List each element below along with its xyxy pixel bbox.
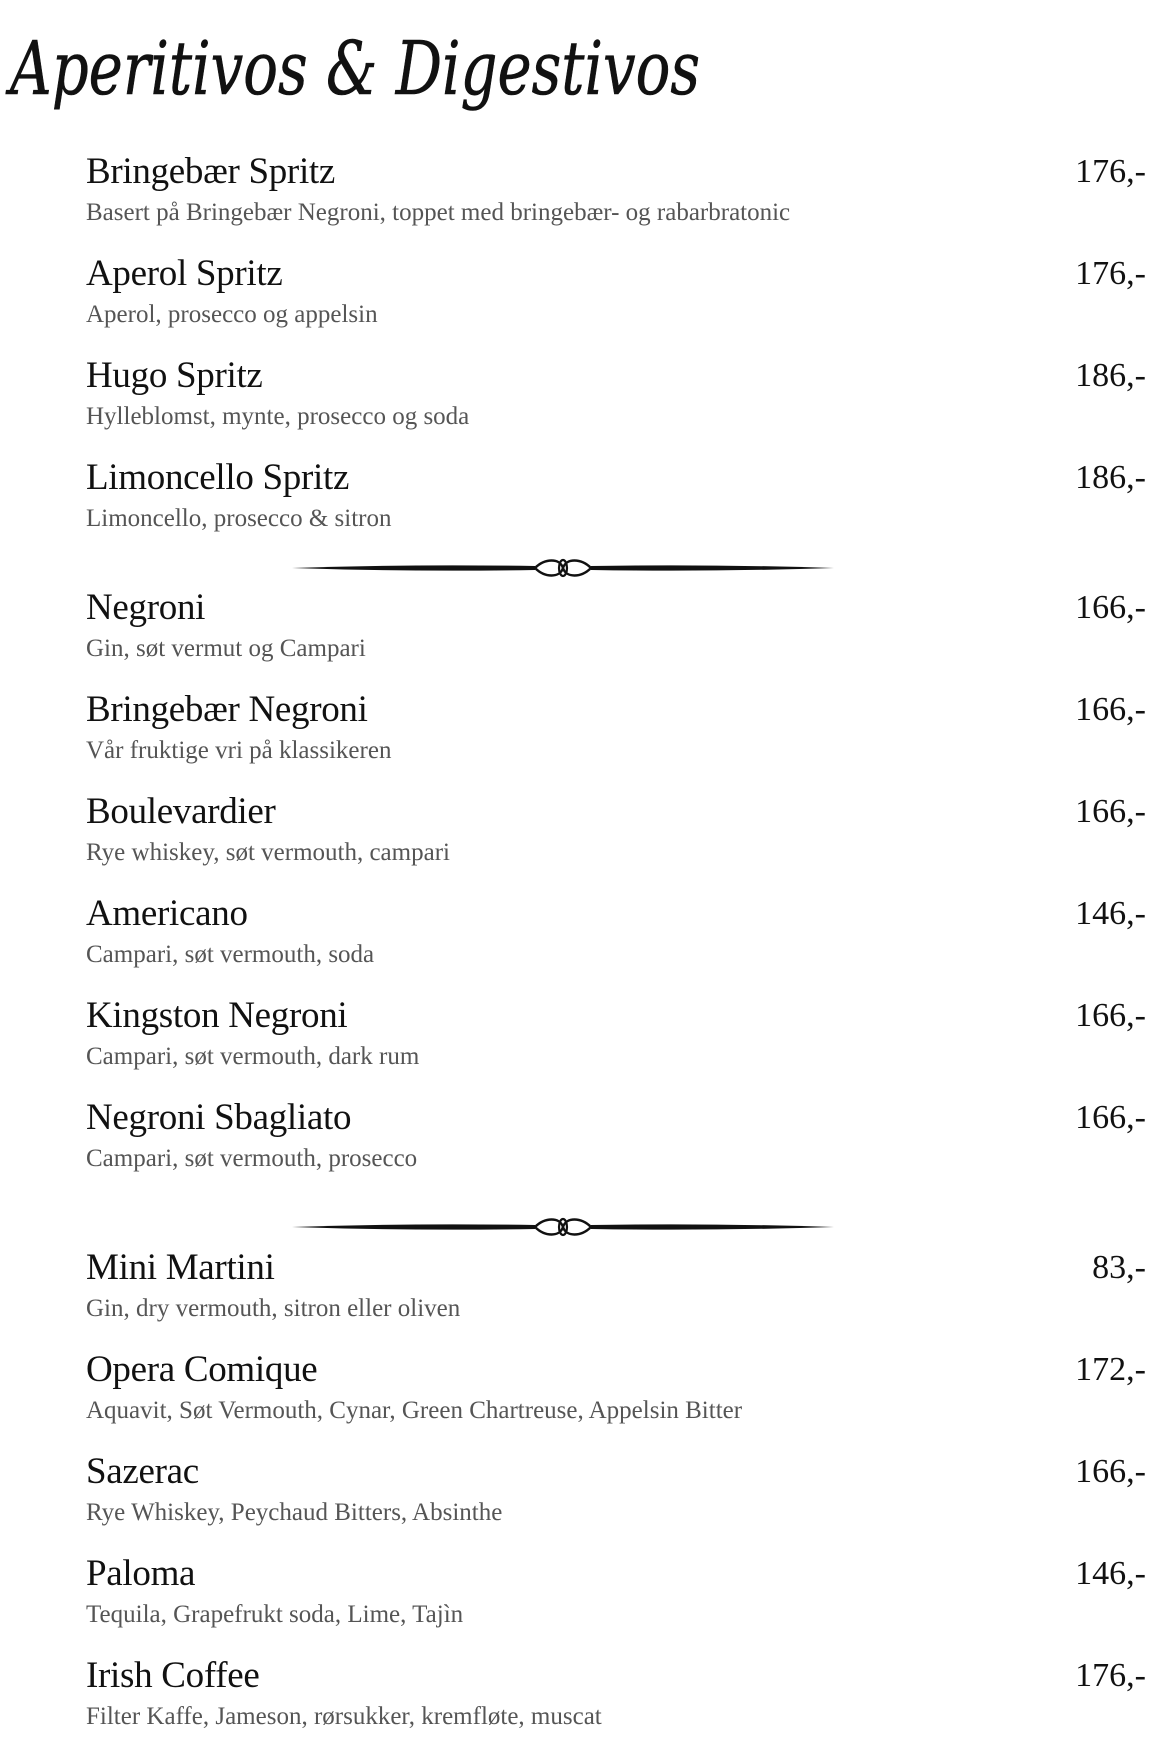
item-name: Aperol Spritz: [86, 253, 283, 294]
menu-item: [86, 1656, 1146, 1746]
flourish-icon: [290, 556, 836, 580]
item-description: Gin, søt vermut og Campari: [86, 635, 366, 662]
menu-item: [86, 996, 1146, 1086]
menu-item: [86, 1350, 1146, 1440]
item-name: Bringebær Negroni: [86, 689, 368, 730]
item-name: Kingston Negroni: [86, 995, 348, 1036]
item-price: 166,-: [1075, 1453, 1146, 1490]
ornament-divider: [290, 556, 836, 580]
item-description: Aperol, prosecco og appelsin: [86, 301, 378, 328]
item-description: Campari, søt vermouth, dark rum: [86, 1043, 420, 1070]
item-description: Basert på Bringebær Negroni, toppet med bringebær- og rabarbratonic: [86, 199, 791, 226]
item-price: 166,-: [1075, 589, 1146, 626]
item-price: 172,-: [1075, 1351, 1146, 1388]
menu-item: [86, 356, 1146, 446]
flourish-icon: [290, 1215, 836, 1239]
item-name: Sazerac: [86, 1451, 199, 1492]
item-name: Negroni Sbagliato: [86, 1097, 352, 1138]
item-name: Opera Comique: [86, 1349, 318, 1390]
title-text: Aperitivos & Digestivos: [5, 26, 701, 112]
item-description: Campari, søt vermouth, soda: [86, 941, 375, 968]
menu-item: [86, 254, 1146, 344]
item-name: Negroni: [86, 587, 206, 628]
item-price: 176,-: [1075, 153, 1146, 190]
item-description: Gin, dry vermouth, sitron eller oliven: [86, 1295, 461, 1322]
menu-item: [86, 1098, 1146, 1188]
item-price: 186,-: [1075, 357, 1146, 394]
item-name: Bringebær Spritz: [86, 151, 336, 192]
menu-item: [86, 894, 1146, 984]
item-name: Hugo Spritz: [86, 355, 263, 396]
item-price: 166,-: [1075, 997, 1146, 1034]
item-price: 176,-: [1075, 1657, 1146, 1694]
item-price: 166,-: [1075, 1099, 1146, 1136]
menu-item: [86, 152, 1146, 242]
menu-item: [86, 458, 1146, 548]
item-name: Limoncello Spritz: [86, 457, 350, 498]
item-price: 83,-: [1092, 1249, 1146, 1286]
item-description: Aquavit, Søt Vermouth, Cynar, Green Chartreuse, Appelsin Bitter: [86, 1397, 743, 1424]
menu-item: [86, 792, 1146, 882]
item-description: Rye whiskey, søt vermouth, campari: [86, 839, 450, 866]
ornament-divider: [290, 1215, 836, 1239]
item-name: Mini Martini: [86, 1247, 275, 1288]
item-price: 176,-: [1075, 255, 1146, 292]
item-description: Filter Kaffe, Jameson, rørsukker, kremfløte, muscat: [86, 1703, 602, 1730]
item-description: Campari, søt vermouth, prosecco: [86, 1145, 418, 1172]
menu-item: [86, 1554, 1146, 1644]
menu-item: [86, 588, 1146, 678]
item-description: Hylleblomst, mynte, prosecco og soda: [86, 403, 470, 430]
item-price: 166,-: [1075, 793, 1146, 830]
menu-item: [86, 1248, 1146, 1338]
item-price: 146,-: [1075, 895, 1146, 932]
item-description: Limoncello, prosecco & sitron: [86, 505, 392, 532]
item-price: 166,-: [1075, 691, 1146, 728]
item-description: Vår fruktige vri på klassikeren: [86, 737, 392, 764]
menu-item: [86, 1452, 1146, 1542]
item-description: Tequila, Grapefrukt soda, Lime, Tajìn: [86, 1601, 464, 1628]
item-name: Paloma: [86, 1553, 196, 1594]
item-description: Rye Whiskey, Peychaud Bitters, Absinthe: [86, 1499, 503, 1526]
item-name: Americano: [86, 893, 248, 934]
item-name: Irish Coffee: [86, 1655, 260, 1696]
menu-item: [86, 690, 1146, 780]
item-name: Boulevardier: [86, 791, 276, 832]
item-price: 186,-: [1075, 459, 1146, 496]
item-price: 146,-: [1075, 1555, 1146, 1592]
